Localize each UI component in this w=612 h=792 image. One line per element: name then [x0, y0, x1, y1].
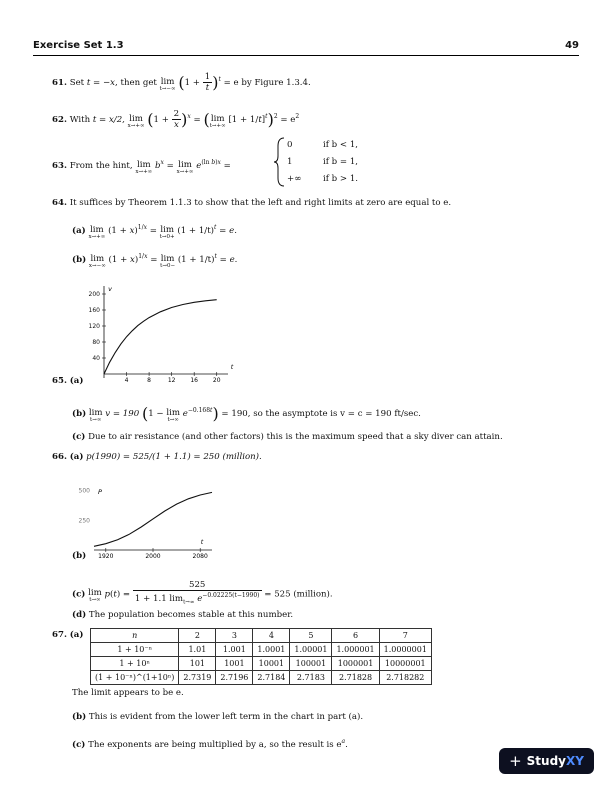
page-header — [33, 40, 579, 54]
limit: lim t→∞ — [88, 407, 103, 423]
limit: lim t→+∞ — [209, 114, 226, 129]
table-cell: 1.0001 — [253, 643, 290, 657]
table-cell: 5 — [290, 629, 332, 643]
problem-number: 67. — [52, 630, 67, 640]
table-cell: 1.0000001 — [379, 643, 431, 657]
text: The limit appears to be e. — [72, 688, 184, 698]
limit-subscript: t→+∞ — [209, 123, 226, 129]
table-cell: 6 — [332, 629, 379, 643]
numerator: 525 — [133, 580, 262, 591]
table-cell: (1 + 10⁻ⁿ)^(1+10ⁿ) — [91, 671, 179, 685]
part-label: (b) — [72, 254, 87, 265]
problem-65b: (b) lim t→∞ v = 190 (1 − lim t→∞ $e^{-0.168t}) = 190$, so the asymptote is v = c = 190 ft/sec. — [72, 403, 421, 423]
text: It suffices by Theorem 1.1.3 to show that the left and right limits at zero are equal to e. — [69, 198, 452, 208]
header-rule — [33, 55, 579, 56]
part-label: (b) — [72, 408, 87, 419]
limit: lim x→+∞ — [176, 159, 194, 175]
table-cell: 1001 — [216, 657, 253, 671]
limit: lim x→+∞ — [127, 114, 145, 129]
table-cell: 2.7183 — [290, 671, 332, 685]
table-cell: 1000001 — [332, 657, 379, 671]
table-cell: 1 + 10ⁿ — [91, 657, 179, 671]
part-label: (a) — [72, 225, 86, 236]
table-cell: 10000001 — [379, 657, 431, 671]
x-axis-label: t — [200, 538, 204, 546]
x-tick-label: 8 — [147, 377, 152, 384]
table-cell: 101 — [179, 657, 216, 671]
x-tick-label: 2080 — [192, 553, 208, 560]
table-cell: 2.7184 — [253, 671, 290, 685]
math-text: t = −x — [86, 78, 116, 88]
problem-66b — [72, 551, 86, 562]
limit: lim x→+∞ — [88, 224, 106, 240]
problem-number: 63. — [52, 160, 67, 171]
plus-icon: + — [509, 752, 522, 770]
limit: lim t→∞ — [88, 588, 102, 604]
problem-66a — [52, 452, 262, 463]
problem-61: 61. Set t = −x, then get lim t→−∞ (1 + $\frac{1}{t}$ )$^t$ = e by Figure 1.3.4. — [52, 72, 311, 93]
part-label: (a) — [69, 452, 84, 462]
y-axis-label: P — [98, 488, 102, 496]
text: The population becomes stable at this number. — [88, 610, 294, 620]
problem-number: 65. — [52, 376, 67, 386]
part-label: (c) — [72, 739, 86, 750]
part-label: (b) — [72, 712, 87, 722]
table-cell: 2.7196 — [216, 671, 253, 685]
limit: lim t→−∞ — [159, 77, 176, 92]
fraction: $\frac{525}{1 + 1.1 \lim_{t\to\infty} e^{-0.02225(t-1990)}}$ — [134, 580, 260, 606]
denominator: 1 + 1.1 lim — [134, 593, 184, 604]
problem-number: 66. — [52, 452, 67, 462]
section-title: Exercise Set 1.3 — [33, 40, 124, 51]
table-cell: 1 + 10⁻ⁿ — [91, 643, 179, 657]
table-row — [91, 629, 432, 643]
case-value: 0 — [287, 140, 293, 150]
velocity-chart — [86, 282, 236, 386]
limit-subscript: t→∞ — [90, 416, 102, 423]
text: = e by Figure 1.3.4. — [220, 78, 311, 88]
table-cell: 100001 — [290, 657, 332, 671]
limit-subscript: x→+∞ — [88, 233, 106, 240]
table-cell: 7 — [379, 629, 431, 643]
y-tick-label: 120 — [88, 323, 100, 330]
limit: lim t→∞ — [166, 407, 180, 423]
text: = e — [277, 115, 296, 125]
problem-64a: (a) lim x→+∞ $(1 + x)^{1/x} = \lim$ t→0+ $(1 + 1/t)^t = e$. — [72, 224, 237, 240]
y-tick-label: 200 — [88, 291, 100, 298]
limit-subscript: t→∞ — [167, 416, 179, 423]
x-tick-label: 1920 — [98, 553, 114, 560]
limit-subscript: t→0+ — [159, 233, 175, 240]
limit: lim t→0− — [160, 253, 176, 269]
part-label: (a) — [69, 630, 84, 640]
table-cell: 3 — [216, 629, 253, 643]
text: With — [69, 115, 93, 125]
subscript: t→∞ — [183, 599, 195, 606]
text: Due to air resistance (and other factors) this is the maximum speed that a sky diver can attain. — [88, 432, 503, 442]
superscript: a — [341, 738, 346, 745]
x-tick-label: 4 — [124, 377, 129, 384]
case-condition: if b > 1. — [323, 174, 359, 184]
table-cell: 1.000001 — [332, 643, 379, 657]
y-axis-label: v — [108, 285, 112, 293]
problem-67c: (c) The exponents are being multiplied by a, so the result is $e^a$. — [72, 738, 348, 750]
part-label: (c) — [72, 589, 86, 600]
math-text: (1 + 1/t) — [177, 225, 215, 236]
problem-66d — [72, 610, 293, 621]
limit: lim x→+∞ — [135, 159, 153, 175]
case-value: 1 — [287, 157, 293, 167]
y-tick-label: 250 — [78, 517, 90, 525]
table-cell: 4 — [253, 629, 290, 643]
superscript: 2 — [295, 113, 300, 121]
part-label: (c) — [72, 432, 86, 442]
math-text: v = 190 — [105, 408, 140, 419]
table-cell: 1.001 — [216, 643, 253, 657]
problem-66c: (c) lim t→∞ p(t) = $\frac{525}{1 + 1.1 \lim_{t\to\infty} e^{-0.02225(t-1990)}}$ = 525 (million). — [72, 580, 333, 606]
problem-number: 62. — [52, 115, 67, 125]
problem-65a — [52, 376, 83, 387]
table-cell: 2.718282 — [379, 671, 431, 685]
case-value: +∞ — [287, 174, 302, 184]
limit-subscript: x→+∞ — [135, 168, 153, 175]
studyxy-logo: + Study XY — [499, 748, 594, 774]
part-label: (b) — [72, 551, 87, 561]
page-number: 49 — [565, 40, 579, 51]
table-cell: 2 — [179, 629, 216, 643]
problem-67a-note — [72, 688, 184, 699]
problem-65c — [72, 432, 503, 443]
limit-subscript: t→∞ — [89, 597, 101, 604]
limit-subscript: x→+∞ — [127, 123, 145, 129]
text: , then get — [115, 78, 160, 88]
text: The exponents are being multiplied by a, so the result is e — [88, 739, 342, 750]
table-cell: 1.01 — [179, 643, 216, 657]
table-row — [91, 657, 432, 671]
table-cell: n — [91, 629, 179, 643]
problem-64b: (b) lim x→−∞ $(1 + x)^{1/x} = \lim$ t→0− $(1 + 1/t)^t = e$. — [72, 253, 238, 269]
x-tick-label: 20 — [212, 377, 221, 384]
table-row — [91, 643, 432, 657]
math-text: p(1990) = 525/(1 + 1.1) = 250 (million). — [86, 452, 262, 462]
series-line — [94, 492, 212, 546]
y-tick-label: 160 — [88, 307, 100, 314]
part-label: (d) — [72, 610, 87, 620]
problem-63: 63. From the hint, lim x→+∞ $b^x = \lim$ x→+∞ $e^{(ln b)x}$ = — [52, 159, 231, 175]
math-text: t = x/2, — [92, 115, 125, 125]
table-cell: 10001 — [253, 657, 290, 671]
limit-subscript: t→0− — [160, 262, 176, 269]
case-condition: if b < 1, — [323, 140, 359, 150]
limit-subscript: t→−∞ — [159, 86, 176, 92]
limit-subscript: x→−∞ — [88, 262, 106, 269]
case-condition: if b = 1, — [323, 157, 359, 167]
exponent-table — [90, 628, 432, 685]
x-tick-label: 2000 — [145, 553, 161, 560]
problem-number: 61. — [52, 78, 67, 88]
x-tick-label: 12 — [167, 377, 176, 384]
cases-brace — [273, 136, 287, 188]
problem-64 — [52, 198, 451, 209]
text: = 190, so the asymptote is v = c = 190 ft/sec. — [218, 408, 421, 419]
problem-number: 64. — [52, 198, 67, 208]
x-axis-label: t — [230, 363, 234, 371]
table-cell: 2.71828 — [332, 671, 379, 685]
table-row — [91, 671, 432, 685]
part-label: (a) — [69, 376, 84, 386]
text: = 525 (million). — [261, 589, 333, 600]
limit: lim x→−∞ — [88, 253, 106, 269]
x-tick-label: 16 — [190, 377, 199, 384]
series-line — [104, 300, 217, 374]
table-cell: 2.7319 — [179, 671, 216, 685]
y-tick-label: 40 — [92, 355, 100, 362]
y-tick-label: 80 — [92, 339, 100, 346]
math-text: (1 + 1/t) — [177, 254, 215, 265]
superscript: −0.02225(t−1990) — [202, 592, 260, 599]
y-tick-label: 500 — [78, 487, 90, 495]
table-cell: 1.00001 — [290, 643, 332, 657]
limit: lim t→0+ — [159, 224, 175, 240]
problem-67b — [72, 712, 363, 723]
population-chart — [78, 478, 216, 562]
problem-62: 62. With t = x/2, lim x→+∞ (1 + $\frac{2}{x}$ )$^x$ = (lim t→+∞ $[1 + 1/t]^t)^2 = e^2$ — [52, 109, 300, 130]
text: Set — [69, 78, 87, 88]
problem-67a — [52, 630, 83, 641]
text: This is evident from the lower left term in the chart in part (a). — [88, 712, 364, 722]
limit-subscript: x→+∞ — [176, 168, 194, 175]
text: From the hint, — [69, 160, 136, 171]
